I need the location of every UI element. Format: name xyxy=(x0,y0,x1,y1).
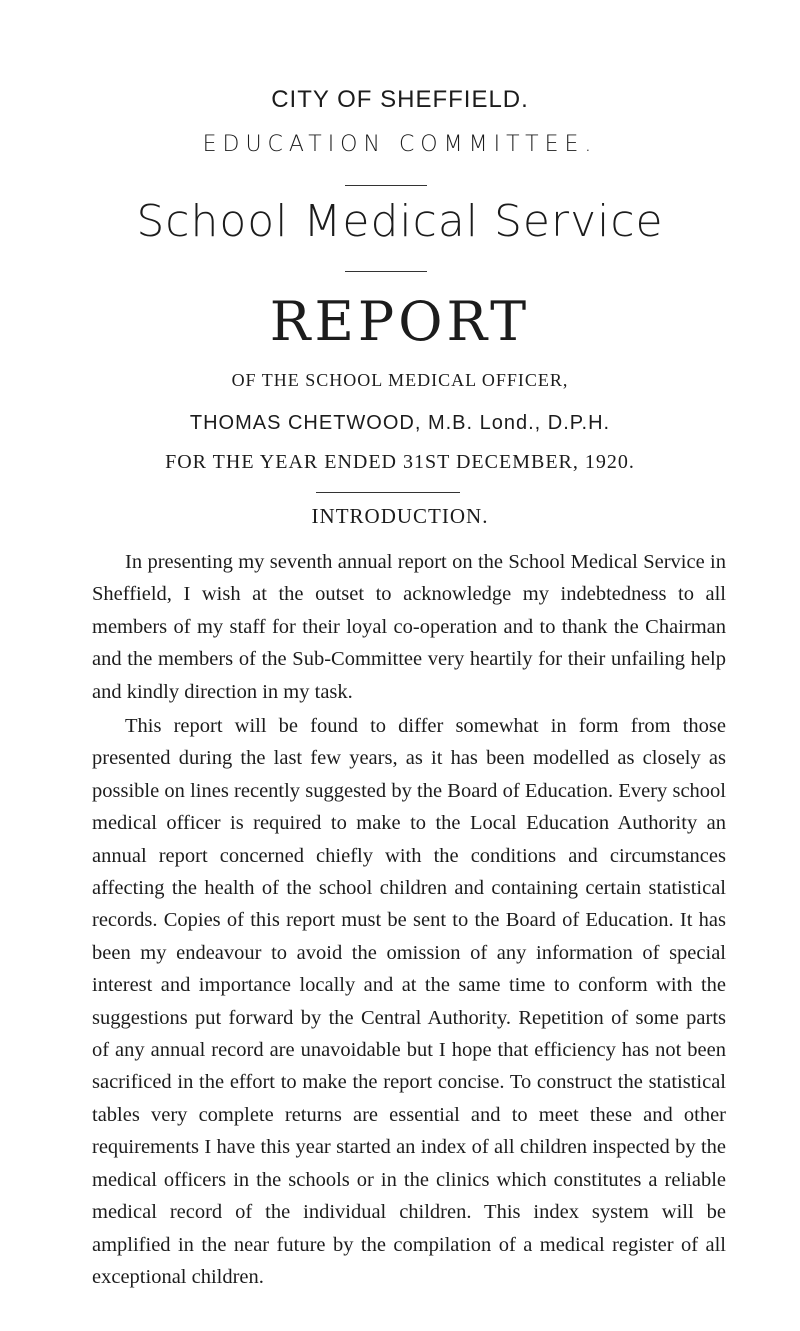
paragraph-text: This report will be found to differ somewhat in form from those presented during the last few years, as it has been modelled as closely as possible on lines recently suggested by the Board of Education. Every school medical officer is required to make to the Local Education Authority an annual report concerned chiefly with the conditions and circumstances affecting the health of the school children and containing certain statistical records. Copies of this report must be sent to the Board of Education. It has been my endeavour to avoid the omission of any information of special interest and importance locally and at the same time to conform with the suggestions put forward by the Central Authority. Repetition of some parts of any annual record are unavoidable but I hope that efficiency has not been sacrificed in the effort to make the report concise. To construct the statistical tables very complete returns are essential and to meet these and other requirements I have this year started an index of all children inspected by the medical officers in the schools or in the clinics which constitutes a reliable medical record of the individual children. This index system will be amplified in the near future by the compilation of a medical register of all exceptional children. xyxy=(92,715,726,1288)
divider xyxy=(345,185,427,186)
report-title: REPORT xyxy=(269,290,531,353)
service-heading: School Medical Service xyxy=(136,196,664,247)
paragraph-text: In presenting my seventh annual report on the School Medical Service in Sheffield, I wish at the outset to acknowledge my indebtedness to all members of my staff for their loyal co-operation and to thank the Chairman and the members of the Sub-Committee very heartily for their unfailing help and kindly direction in my task. xyxy=(92,551,726,703)
section-heading: INTRODUCTION. xyxy=(311,504,489,528)
author-line: THOMAS CHETWOOD, M.B. Lond., D.P.H. xyxy=(189,412,611,434)
divider xyxy=(316,492,460,493)
committee-heading: EDUCATION COMMITTEE. xyxy=(202,132,598,157)
paragraph xyxy=(92,710,726,1293)
city-heading: CITY OF SHEFFIELD. xyxy=(271,86,529,113)
officer-line: OF THE SCHOOL MEDICAL OFFICER, xyxy=(231,370,569,390)
year-line: FOR THE YEAR ENDED 31ST DECEMBER, 1920. xyxy=(165,451,635,473)
paragraph xyxy=(92,546,726,708)
divider xyxy=(345,271,427,272)
